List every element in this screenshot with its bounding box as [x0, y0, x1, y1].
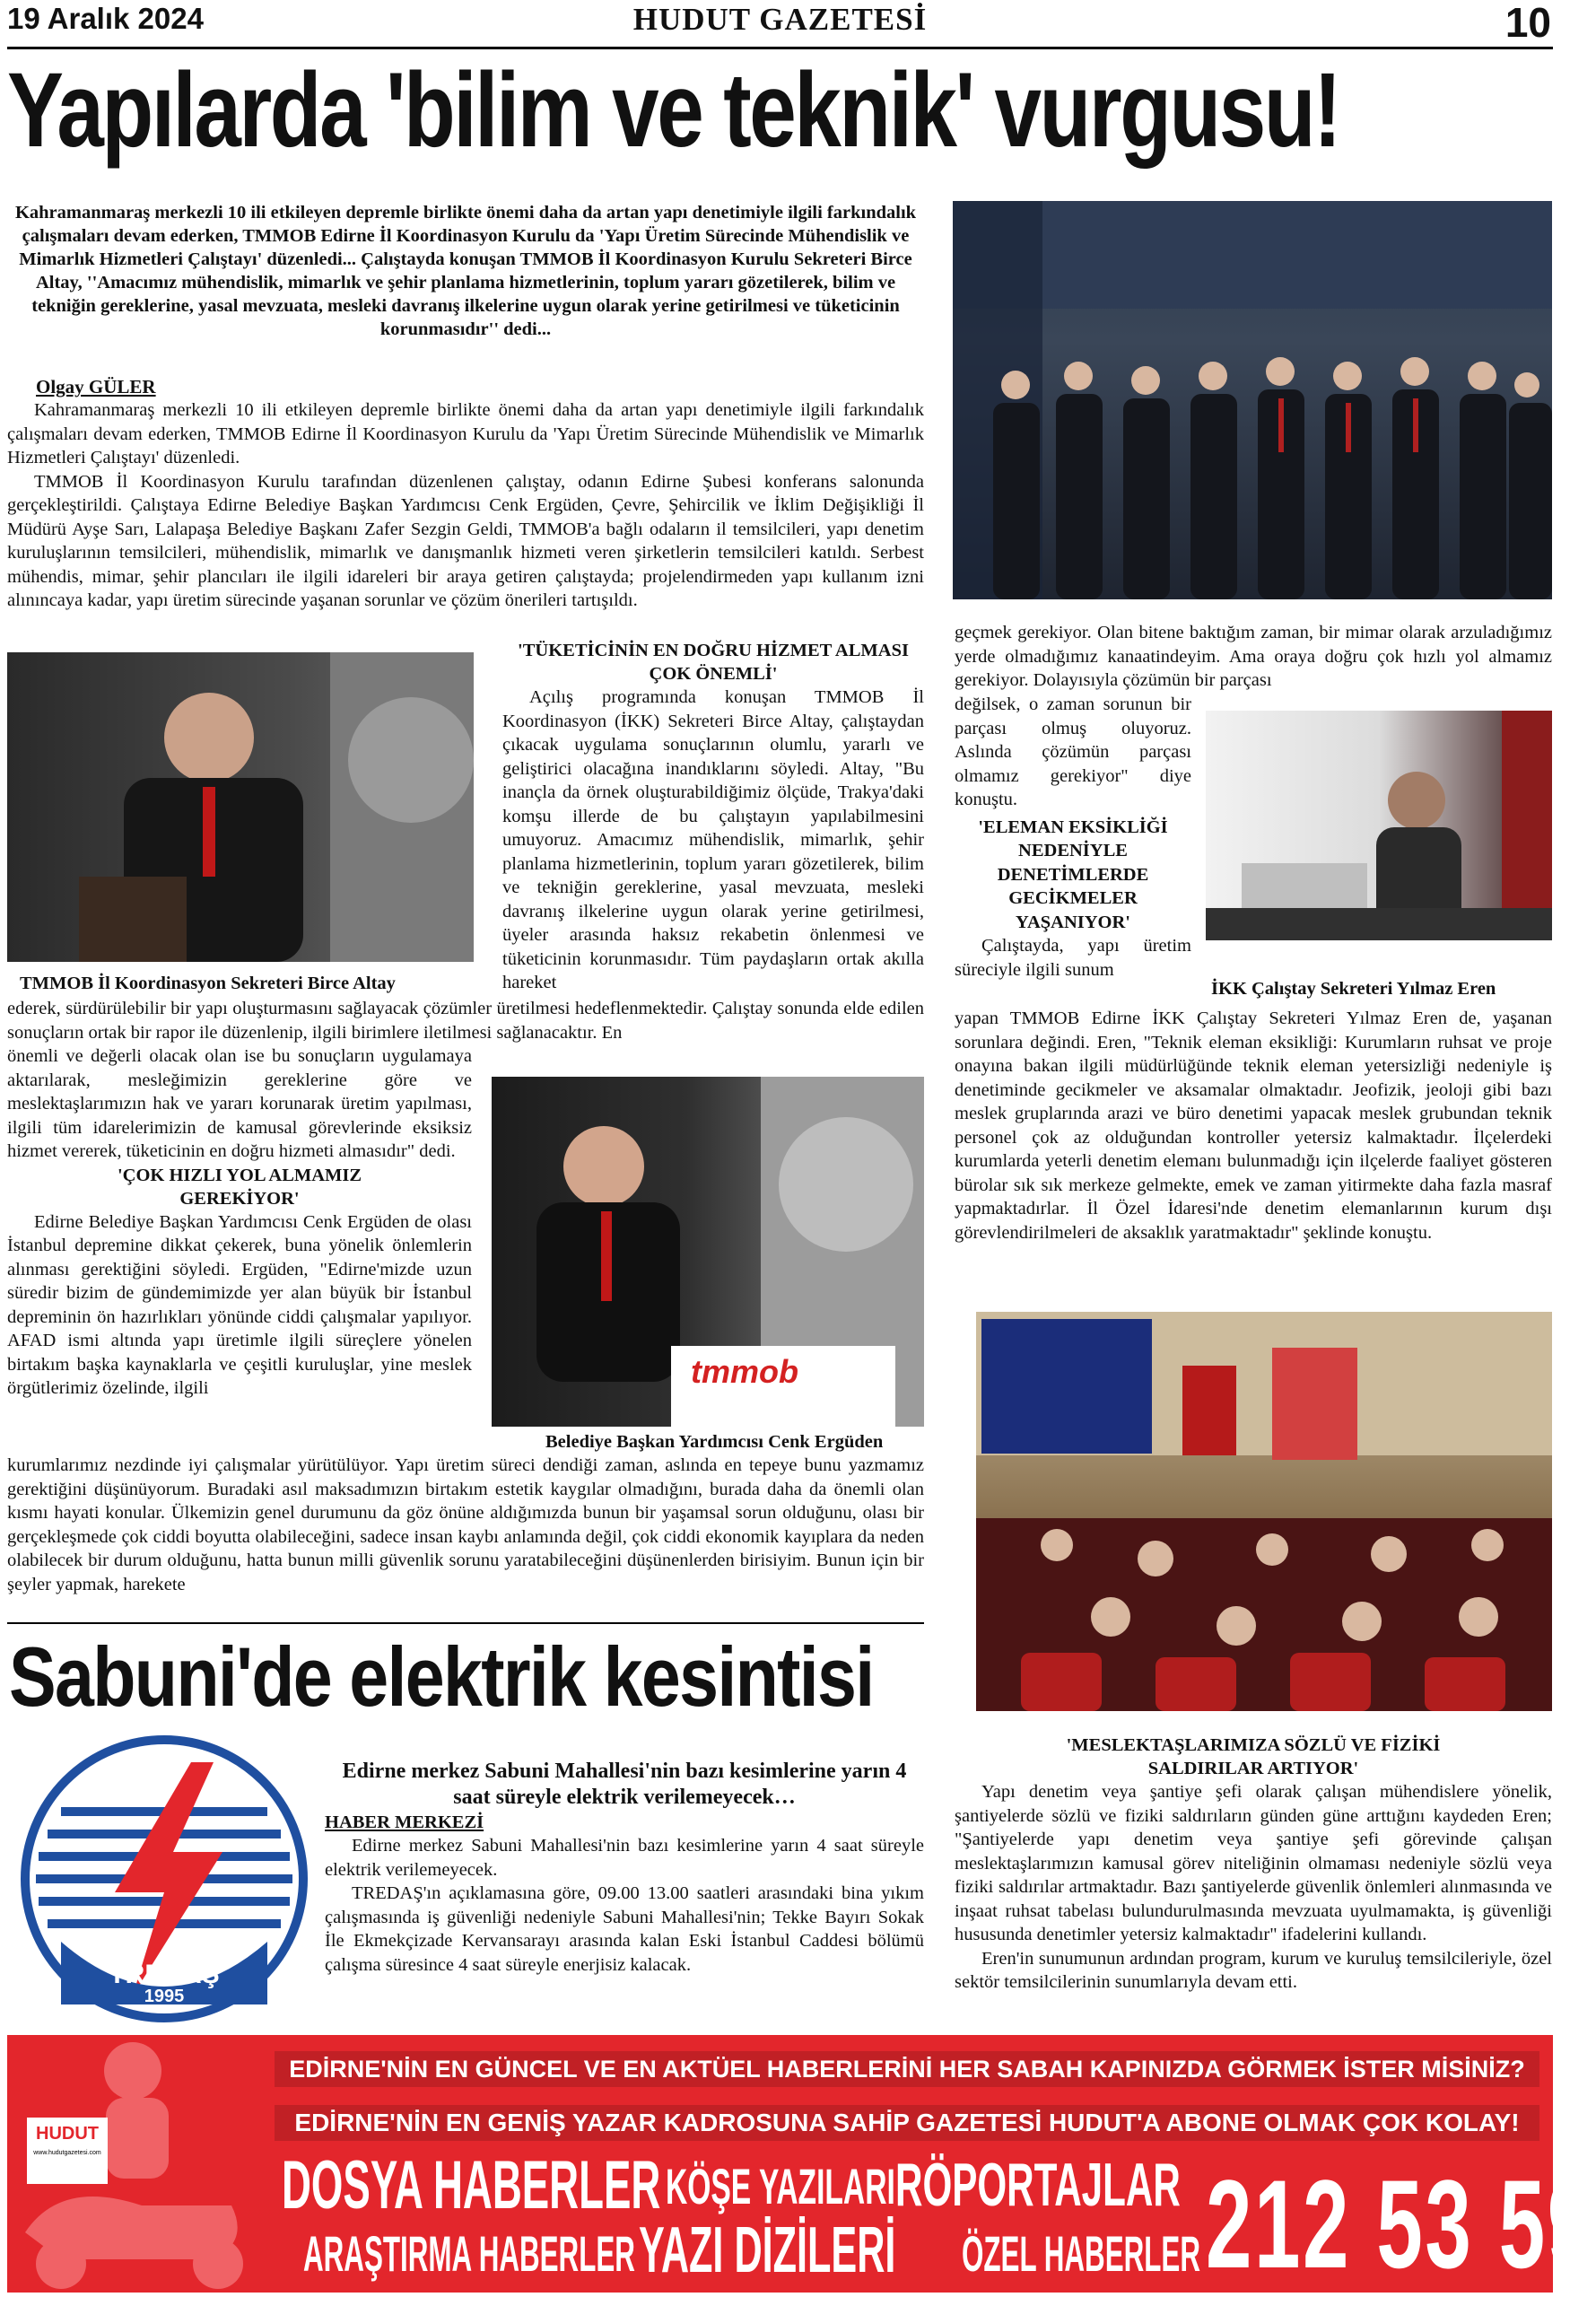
- tredas-logo-year: 1995: [144, 1987, 185, 2006]
- main-headline: Yapılarda 'bilim ve teknik' vurgusu!: [7, 51, 1340, 170]
- audience-illustration: [976, 1312, 1552, 1711]
- article-divider: [7, 1622, 924, 1624]
- article2-headline: Sabuni'de elektrik kesintisi: [9, 1629, 874, 1724]
- article2-body: [325, 1759, 924, 1977]
- caption-yilmaz-eren: İKK Çalıştay Sekreteri Yılmaz Eren: [1211, 979, 1496, 999]
- subheading: 'ELEMAN EKSİKLİĞİ NEDENİYLE DENETİMLERDE GECİKMELER YAŞANIYOR': [978, 817, 1168, 932]
- tredas-logo-name: TREDAŞ: [109, 1960, 220, 1989]
- ad-word-roportajlar: RÖPORTAJLAR: [895, 2151, 1181, 2219]
- group-photo-illustration: [953, 201, 1552, 599]
- paragraph: Yapı denetim veya şantiye şefi olarak çalışan mühendislere yönelik, şantiyelerde sözlü ve fiziki saldırıların günden güne arttığını kaydeden Eren; "Şantiyelerde yapı denetim veya şantiye şefi görevinde çalışan meslektaşlarımızın kamusal görev niteliğinin olmaması nedeniyle sözlü veya fiziki saldırılar artmaktadır. Bazı şantiyelerde güvenlik önlemleri alınmasında ve inşaat ruhsat tabelası bulundurulmasında mevzuata uyulmamakta, iş güvenliği hususunda denetimler yetersiz kalmaktadır" ifadelerini kullandı.: [955, 1782, 1552, 1944]
- paragraph: TREDAŞ'ın açıklamasına göre, 09.00 13.00 saatleri arasındaki bina yıkım çalışmasında iş güvenliği nedeniyle Sabuni Mahallesi'nin; Tekke Bayırı Sokak İle Ekmekçizade Kervansarayı arasında kalan Eski İstanbul Caddesi bölümü çalışma süresince 4 saat süreyle enerjisiz kalacak.: [325, 1883, 924, 1975]
- photo-audience: [976, 1312, 1552, 1711]
- subscription-ad: [7, 2035, 1596, 2294]
- speaker-illustration: [1206, 711, 1552, 940]
- article-body-top: [7, 375, 924, 613]
- paragraph: Çalıştayda, yapı üretim süreciyle ilgili sunum: [955, 936, 1191, 980]
- tredas-logo: [7, 1735, 321, 2022]
- subheading: 'MESLEKTAŞLARIMIZA SÖZLÜ VE FİZİKİ SALDIRILAR ARTIYOR': [1066, 1735, 1441, 1778]
- paragraph: önemli ve değerli olacak olan ise bu sonuçların uygulamaya aktarılarak, mesleğimizin gereklerine göre ve meslektaşlarımızın hak ve yararı korunarak üretim yapılması, ilgili tüm idarelerimizin de kamusal görevlerinde eksiksiz hizmet vererek, tüketicinin en doğru hizmeti almasıdır" dedi.: [7, 1046, 472, 1161]
- ad-box-brand: HUDUT: [36, 2124, 99, 2144]
- paragraph-continued: kurumlarımız nezdinde iyi çalışmalar yürütülüyor. Yapı üretim süreci dendiği zaman, aslında en tepeye bunu yazmamız gerektiğini düşünüyorum. Buradaki asıl maksadımızın birtakım estetik kaygılar olmadığını, burada daha da önemli olan kısmı hayati konular. Ülkemizin genel durumunu da göz önüne aldığımızda bunun bir yaşamsal sorun olduğunu, olası bir gerçekleşmede çok ciddi boyutta olabileceğini, sadece insan kaybı anlamında değil, çok ciddi ekonomik kayıplara da neden olabilecek bir durum olduğunu, hatta bunun milli güvenlik sorunu yaratabileceğini düşünenlerden birisiyim. Bunun için bir şeyler yapmak, harekete: [7, 1455, 924, 1594]
- byline: Olgay GÜLER: [36, 376, 156, 397]
- paragraph-continued: yapan TMMOB Edirne İKK Çalıştay Sekreteri Yılmaz Eren de, yaşanan sorunlara değindi. Eren, "Teknik eleman eksikliği: Kurumların ruhsat ve proje onayına bakan ilgili müdürlüğünde teknik eleman yetersizliği nedeniyle iş denetiminde gecikmeler ve aksamalar olmaktadır. Jeofizik, jeoloji gibi bazı meslek gruplarında arazi ve büro denetimi yapacak meslek grubundan teknik personel çok az olduğundan kontroller yetersiz kalmaktadır. İlçelerdeki kurumlarda yeterli denetim elemanı bulunmadığı için ilçelerde faaliyet gösteren bürolar sık sık merkeze gelmekte, emek ve zaman yitirmekte daha fazla masraf yapmaktadırlar. İl Özel İdaresi'nde denetim elemanlarının kurum dışı görevlendirilmeleri de aksaklık yaratmaktadır" şeklinde konuştu.: [955, 1009, 1552, 1243]
- article2-lead: Edirne merkez Sabuni Mahallesi'nin bazı kesimlerine yarın 4 saat süreyle elektrik verilemeyecek…: [342, 1760, 907, 1809]
- issue-date: 19 Aralık 2024: [7, 2, 204, 35]
- ad-word-ozel-haberler: ÖZEL HABERLER: [962, 2225, 1200, 2282]
- paragraph: TMMOB İl Koordinasyon Kurulu tarafından düzenlenen çalıştay, odanın Edirne Şubesi konferans salonunda gerçekleştirildi. Çalıştaya Edirne Belediye Başkan Yardımcısı Cenk Ergüden, Çevre, Şehircilik ve İklim Değişikliği İl Müdürü Ayşe Sarı, Lalapaşa Belediye Başkanı Zafer Sezgin Geldi, TMMOB'a bağlı odaların il temsilcileri, yapı denetim kuruluşlarının temsilcileri, mühendislik, mimarlık ve danışmanlık hizmeti veren şirketlerin temsilcileri katıldı. Serbest mühendis, mimar, şehir plancıları ile ilgili idareleri bir araya getiren çalıştayda; projelendirmeden yapı kullanım izni alınıncaya kadar, yapı üretim sürecinde yaşanan sorunlar ve çözüm önerileri tartışıldı.: [7, 471, 924, 610]
- subheading: 'ÇOK HIZLI YOL ALMAMIZ GEREKİYOR': [117, 1165, 362, 1209]
- subheading: 'TÜKETİCİNİN EN DOĞRU HİZMET ALMASI ÇOK ÖNEMLİ': [518, 641, 909, 684]
- page-number: 10: [1504, 0, 1551, 46]
- header-rule: [7, 47, 1553, 49]
- paragraph: değilsek, o zaman sorunun bir parçası olmuş oluyoruz. Aslında çözümün parçası olmamız gerekiyor" diye konuştu.: [955, 694, 1191, 809]
- paragraph: Edirne merkez Sabuni Mahallesi'nin bazı kesimlerine yarın 4 saat süreyle elektrik verilemeyecek.: [325, 1836, 924, 1880]
- photo-cenk-erguden: [492, 1077, 924, 1427]
- newspaper-name: HUDUT GAZETESİ: [632, 2, 928, 37]
- ad-phone-number: 212 53 59: [1206, 2153, 1596, 2294]
- photo-yilmaz-eren: [1206, 711, 1552, 940]
- ad-word-dosya-haberler: DOSYA HABERLER: [282, 2147, 661, 2223]
- article2-byline: HABER MERKEZİ: [325, 1812, 484, 1832]
- column-middle-1: [502, 639, 924, 995]
- ad-line-2: EDİRNE'NİN EN GENİŞ YAZAR KADROSUNA SAHİP GAZETESİ HUDUT'A ABONE OLMAK ÇOK KOLAY!: [275, 2105, 1539, 2141]
- caption-birce-altay: TMMOB İl Koordinasyon Sekreteri Birce Altay: [20, 974, 396, 993]
- podium-logo: tmmob: [691, 1353, 798, 1390]
- ad-box-url: www.hudutgazetesi.com: [33, 2150, 101, 2156]
- ad-word-kose-yazilari: KÖŞE YAZILARI: [666, 2158, 895, 2214]
- paragraph: Edirne Belediye Başkan Yardımcısı Cenk Ergüden de olası İstanbul depremine dikkat çekerek, buna yönelik önlemlerin alınması gerektiğini söyledi. Ergüden, "Edirne'mizde uzun süredir bizim de gündemimizde yer alan büyük bir İstanbul depreminin ön hazırlıkları yönünde ciddi çalışmalar yapılıyor. AFAD ismi altında yapı üretimle ilgili süreçlere yönelen birtakım başka kaynaklarla ve çeşitli kuruluşlar, yine meslek örgütlerimiz özelinde, ilgili: [7, 1211, 472, 1398]
- ad-line-1: EDİRNE'NİN EN GÜNCEL VE EN AKTÜEL HABERLERİNİ HER SABAH KAPINIZDA GÖRMEK İSTER MİSİNİZ?: [275, 2051, 1539, 2087]
- caption-cenk-erguden: Belediye Başkan Yardımcısı Cenk Ergüden: [545, 1432, 884, 1452]
- column-right-narrow: [955, 693, 1191, 982]
- photo-birce-altay: [7, 652, 474, 962]
- paragraph: Kahramanmaraş merkezli 10 ili etkileyen depremle birlikte önemi daha da artan yapı denetimiyle ilgili farkındalık çalışmaları devam ederken, TMMOB Edirne İl Koordinasyon Kurulu da 'Yapı Üretim Sürecinde Mühendislik ve Mimarlık Hizmetleri Çalıştayı' düzenledi.: [7, 400, 924, 467]
- ad-word-arastirma-haberler: ARAŞTIRMA HABERLER: [303, 2225, 635, 2282]
- paragraph: Eren'in sunumunun ardından program, kurum ve kuruluş temsilcileriyle, özel sektör temsilcilerinin sunumlarıyla devam etti.: [955, 1948, 1552, 1992]
- ad-scooter-illustration: [7, 2035, 276, 2293]
- speaker-illustration: [7, 652, 474, 962]
- ad-word-yazi-dizileri: YAZI DİZİLERİ: [639, 2214, 896, 2286]
- column-right-bottom: [955, 1734, 1552, 1995]
- ad-delivery-box: [27, 2118, 108, 2184]
- group-photo: [953, 201, 1552, 599]
- paragraph: geçmek gerekiyor. Olan bitene baktığım zaman, bir mimar olarak arzuladığımız yerde olmadığımız kanaatindeyim. Ama oraya doğru çok hızlı yol almamız gerekiyor. Dolayısıyla çözümün bir parçası: [955, 623, 1552, 690]
- column-left-2: [7, 1044, 472, 1401]
- paragraph: Açılış programında konuşan TMMOB İl Koordinasyon (İKK) Sekreteri Birce Altay, çalıştaydan çıkacak uygulama sonuçlarının olumlu, yararlı ve geliştirici olacağına inandıklarını söyledi. Altay, "Bu inançla da örnek oluşturabildiğimiz ölçüde, Trakya'daki komşu illerde de bu çalıştayın yapılabilmesini umuyoruz. Amacımız mühendislik, mimarlık, şehir planlama hizmetlerinin, toplum yararı gözetilerek, bilim ve tekniğin gereklerine, yasal mevzuata, mesleki davranış ilkelerine uygun olarak yerine getirilmesi, üyeler arasında haksız rekabetin önlenmesi ve tüketicinin korunmasıdır. Tüm paydaşların ortak akılla hareket: [502, 687, 924, 992]
- article-lead: Kahramanmaraş merkezli 10 ili etkileyen depremle birlikte önemi daha da artan yapı denetimiyle ilgili farkındalık çalışmaları devam ederken, TMMOB Edirne İl Koordinasyon Kurulu da 'Yapı Üretim Sürecinde Mühendislik ve Mimarlık Hizmetleri Çalıştayı' düzenledi... Çalıştayda konuşan TMMOB İl Koordinasyon Kurulu Sekreteri Birce Altay, ''Amacımız mühendislik, mimarlık ve şehir planlama hizmetlerinin, toplum yararı gözetilerek, bilim ve tekniğin gereklerine, yasal mevzuata, mesleki davranış ilkelerine uygun olarak yerine getirilmesi ve tüketicinin korunmasıdır'' dedi...: [14, 203, 917, 339]
- paragraph-continued: ederek, sürdürülebilir bir yapı oluşturmasını sağlayacak çözümler üretilmesi hedeflenmektedir. Çalıştay sonunda elde edilen sonuçların ortak bir rapor ile düzenlenip, ilgili birimlere iletilmesi sağlanacaktır. En: [7, 999, 924, 1043]
